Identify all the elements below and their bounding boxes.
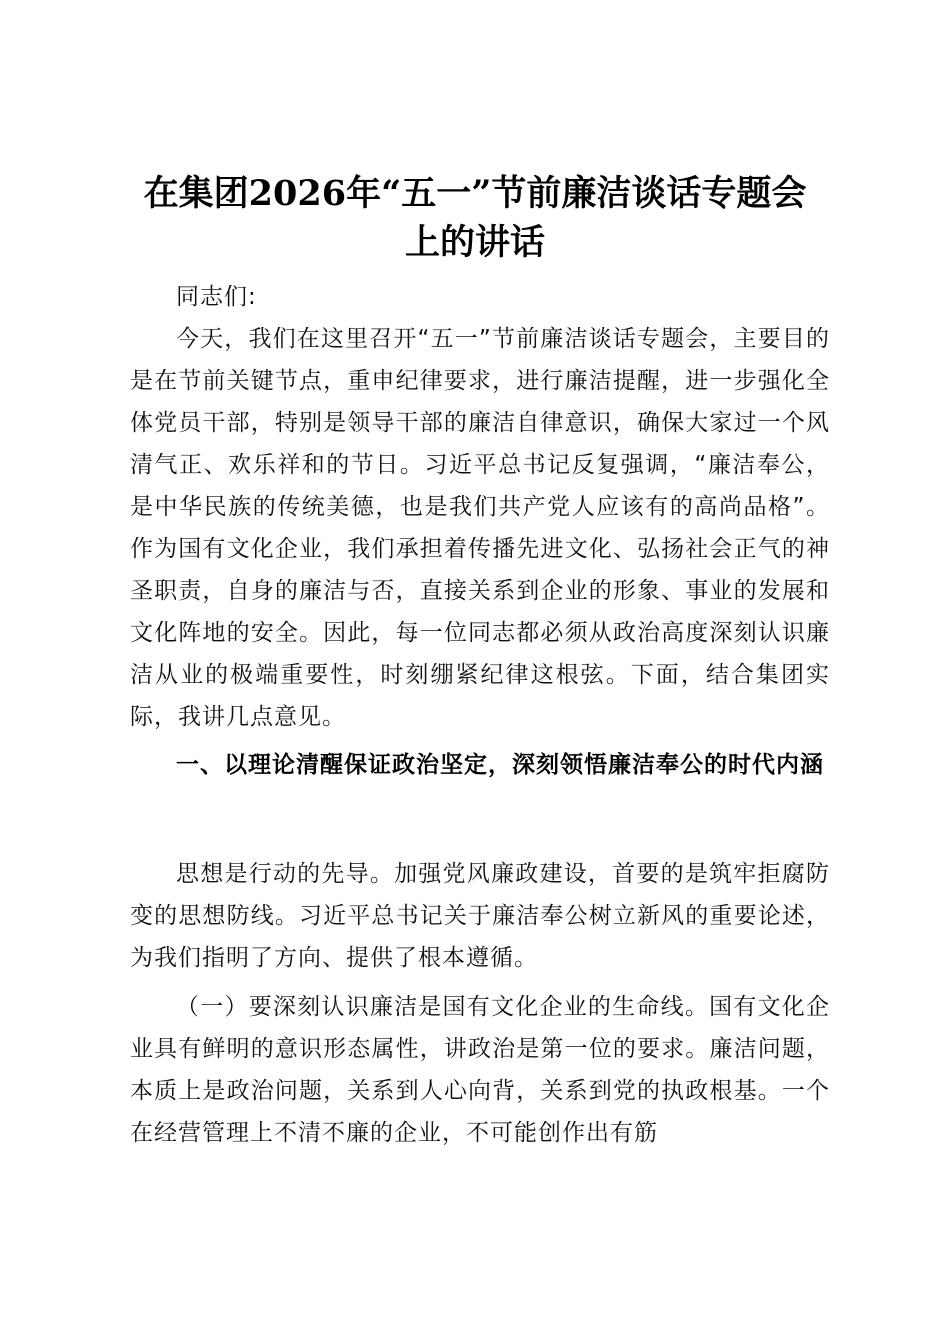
salutation-text: 同志们: [176, 284, 257, 310]
section-heading-1-text: 一、以理论清醒保证政治坚定，深刻领悟廉洁奉公的时代内涵 [176, 752, 824, 778]
paragraph-section-1-text: 思想是行动的先导。加强党风廉政建设，首要的是筑牢拒腐防变的思想防线。习近平总书记关于廉洁奉公树立新风的重要论述，为我们指明了方向、提供了根本遵循。 [130, 861, 830, 971]
paragraph-section-1 [130, 853, 830, 979]
salutation [130, 276, 830, 318]
paragraph-subsection-1-text: （一）要深刻认识廉洁是国有文化企业的生命线。国有文化企业具有鲜明的意识形态属性，讲政治是第一位的要求。廉洁问题，本质上是政治问题，关系到人心向背，关系到党的执政根基。一个在经营管理上不清不廉的企业，不可能创作出有筋 [130, 994, 830, 1146]
paragraph-subsection-1 [130, 986, 830, 1154]
paragraph-intro [130, 318, 830, 738]
document-title-line-1: 在集团2026年“五一”节前廉洁谈话专题会 [143, 173, 807, 214]
section-heading-1 [130, 744, 830, 786]
paragraph-intro-text: 今天，我们在这里召开“五一”节前廉洁谈话专题会，主要目的是在节前关键节点，重申纪律要求，进行廉洁提醒，进一步强化全体党员干部，特别是领导干部的廉洁自律意识，确保大家过一个风清气正、欢乐祥和的节日。习近平总书记反复强调，“廉洁奉公，是中华民族的传统美德，也是我们共产党人应该有的高尚品格”。作为国有文化企业，我们承担着传播先进文化、弘扬社会正气的神圣职责，自身的廉洁与否，直接关系到企业的形象、事业的发展和文化阵地的安全。因此，每一位同志都必须从政治高度深刻认识廉洁从业的极端重要性，时刻绷紧纪律这根弦。下面，结合集团实际，我讲几点意见。 [130, 326, 830, 730]
document-title-line-2: 上的讲话 [404, 222, 545, 263]
